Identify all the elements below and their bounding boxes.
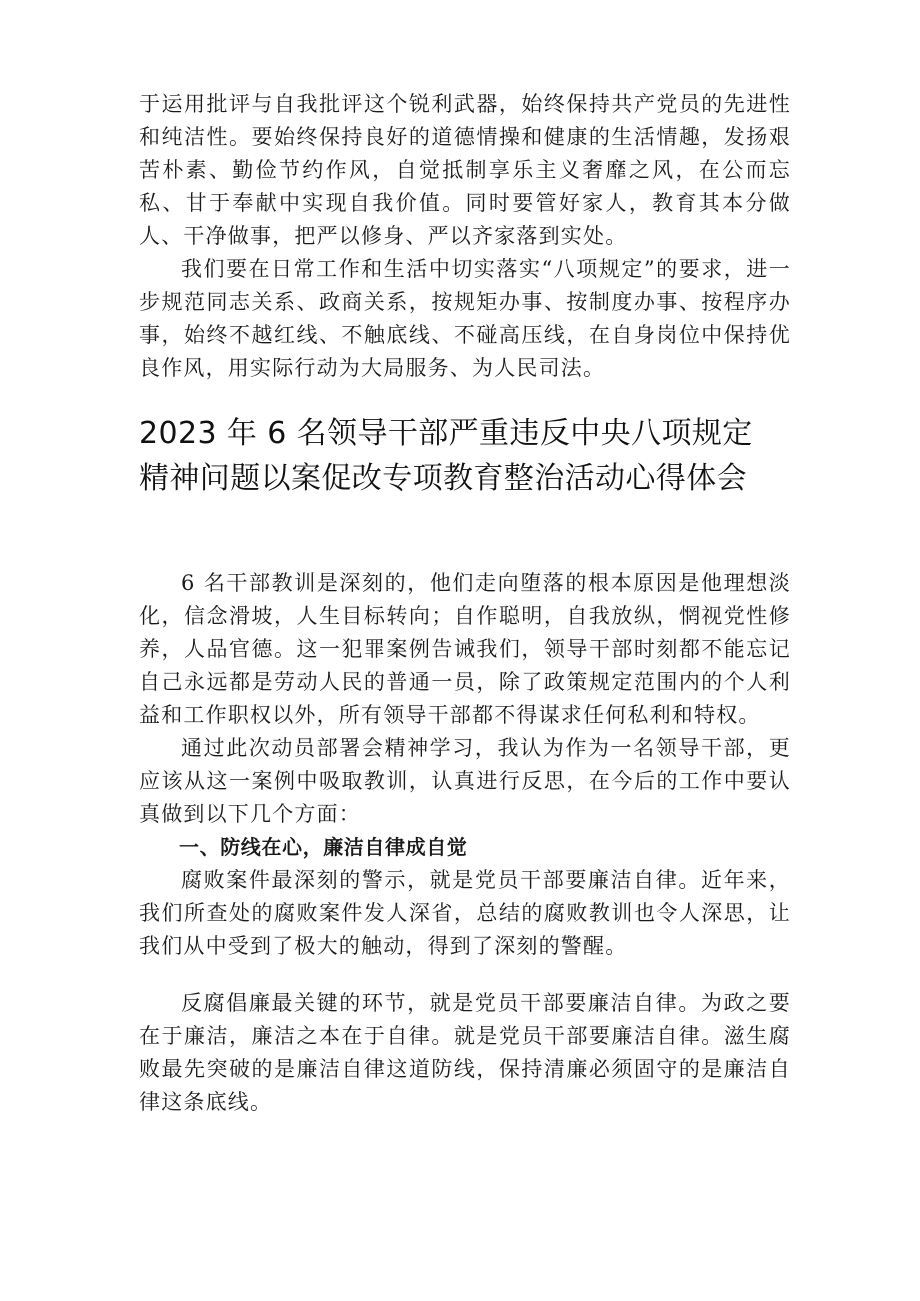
paragraph-continuation: 于运用批评与自我批评这个锐利武器，始终保持共产党员的先进性和纯洁性。要始终保持良好的道德情操和健康的生活情趣，发扬艰苦朴素、勤俭节约作风，自觉抵制享乐主义奢靡之风，在公而忘私、甘于奉献中实现自我价值。同时要管好家人，教育其本分做人、干净做事，把严以修身、严以齐家落到实处。 <box>139 92 791 248</box>
paragraph-lesson: 6 名干部教训是深刻的，他们走向堕落的根本原因是他理想淡化，信念滑坡，人生目标转向；自作聪明，自我放纵，惘视党性修养，人品官德。这一犯罪案例告诫我们，领导干部时刻都不能忘记自己永远都是劳动人民的普通一员，除了政策规定范围内的个人利益和工作职权以外，所有领导干部都不得谋求任何私利和特权。 <box>139 571 791 727</box>
title-line-1: 2023 年 6 名领导干部严重违反中央八项规定 <box>139 416 753 451</box>
section-heading: 一、防线在心，廉洁自律成自觉 <box>179 835 468 859</box>
paragraph-self-discipline: 反腐倡廉最关键的环节，就是党员干部要廉洁自律。为政之要在于廉洁，廉洁之本在于自律。就是党员干部要廉洁自律。滋生腐败最先突破的是廉洁自律这道防线，保持清廉必须固守的是廉洁自律这条底线。 <box>139 991 791 1114</box>
paragraph-eight-rules: 我们要在日常工作和生活中切实落实“八项规定”的要求，进一步规范同志关系、政商关系，按规矩办事、按制度办事、按程序办事，始终不越红线、不触底线、不碰高压线，在自身岗位中保持优良作风，用实际行动为大局服务、为人民司法。 <box>139 257 791 380</box>
paragraph-warning: 腐败案件最深刻的警示，就是党员干部要廉洁自律。近年来，我们所查处的腐败案件发人深省，总结的腐败教训也令人深思，让我们从中受到了极大的触动，得到了深刻的警醒。 <box>139 868 791 958</box>
paragraph-study: 通过此次动员部署会精神学习，我认为作为一名领导干部，更应该从这一案例中吸取教训，认真进行反思，在今后的工作中要认真做到以下几个方面： <box>139 736 791 826</box>
title-line-2: 精神问题以案促改专项教育整治活动心得体会 <box>139 461 747 496</box>
document-page <box>139 88 791 1119</box>
document-title <box>139 411 791 501</box>
